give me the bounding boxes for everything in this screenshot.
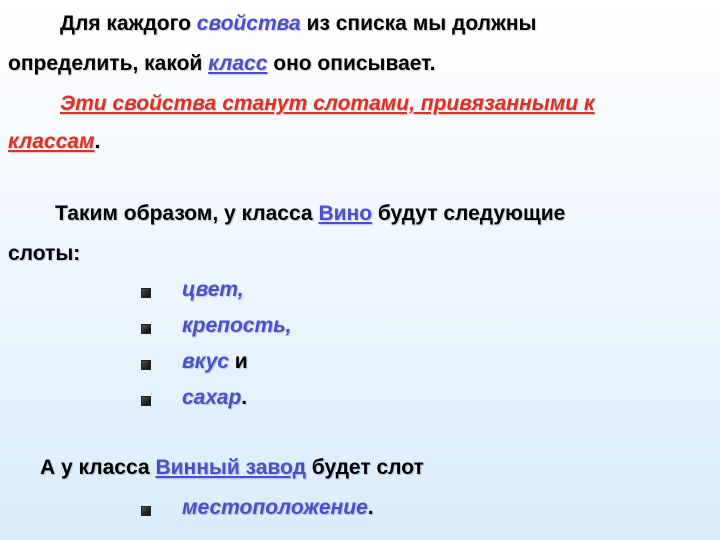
- text: из списка мы должны: [300, 12, 537, 35]
- slot-suffix: и: [228, 350, 248, 373]
- text: А у класса: [40, 456, 156, 479]
- text: оно описывает.: [267, 52, 436, 75]
- term-property: свойства: [196, 12, 301, 35]
- text: определить, какой: [8, 52, 209, 75]
- slot-name: крепость,: [182, 314, 292, 337]
- slot-name: местоположение: [182, 496, 368, 519]
- text: Таким образом, у класса: [55, 202, 319, 225]
- text: Для каждого: [60, 12, 197, 35]
- slot-item: [182, 314, 291, 338]
- para1-line2: [8, 52, 435, 76]
- para4-line1: [40, 456, 424, 480]
- slot-item: [182, 496, 374, 520]
- class-winery: Винный завод: [155, 456, 306, 479]
- text: будет слот: [305, 456, 424, 479]
- para2-line1: [60, 92, 595, 116]
- class-wine: Вино: [318, 202, 373, 225]
- bullet-icon: [141, 288, 151, 298]
- para1-line1: [60, 12, 536, 36]
- term-class: класс: [208, 52, 268, 75]
- slot-suffix: .: [367, 496, 374, 519]
- slot-definition: Эти свойства станут слотами, привязанными к: [60, 92, 595, 115]
- text: будут следующие: [372, 202, 566, 225]
- period: .: [94, 130, 101, 153]
- bullet-icon: [141, 506, 151, 516]
- slot-name: цвет,: [182, 278, 244, 301]
- slot-name: вкус: [182, 350, 229, 373]
- slot-name: сахар: [182, 386, 242, 409]
- bullet-icon: [141, 324, 151, 334]
- slot-definition-end: классам: [8, 130, 95, 153]
- slot-item: [182, 386, 247, 410]
- slots-label: слоты:: [8, 242, 81, 265]
- slot-suffix: .: [241, 386, 248, 409]
- para3-line1: [55, 202, 565, 226]
- para3-line2: [8, 242, 80, 266]
- bullet-icon: [141, 396, 151, 406]
- slot-item: [182, 350, 248, 374]
- slot-item: [182, 278, 244, 302]
- bullet-icon: [141, 360, 151, 370]
- para2-line2: [8, 130, 100, 154]
